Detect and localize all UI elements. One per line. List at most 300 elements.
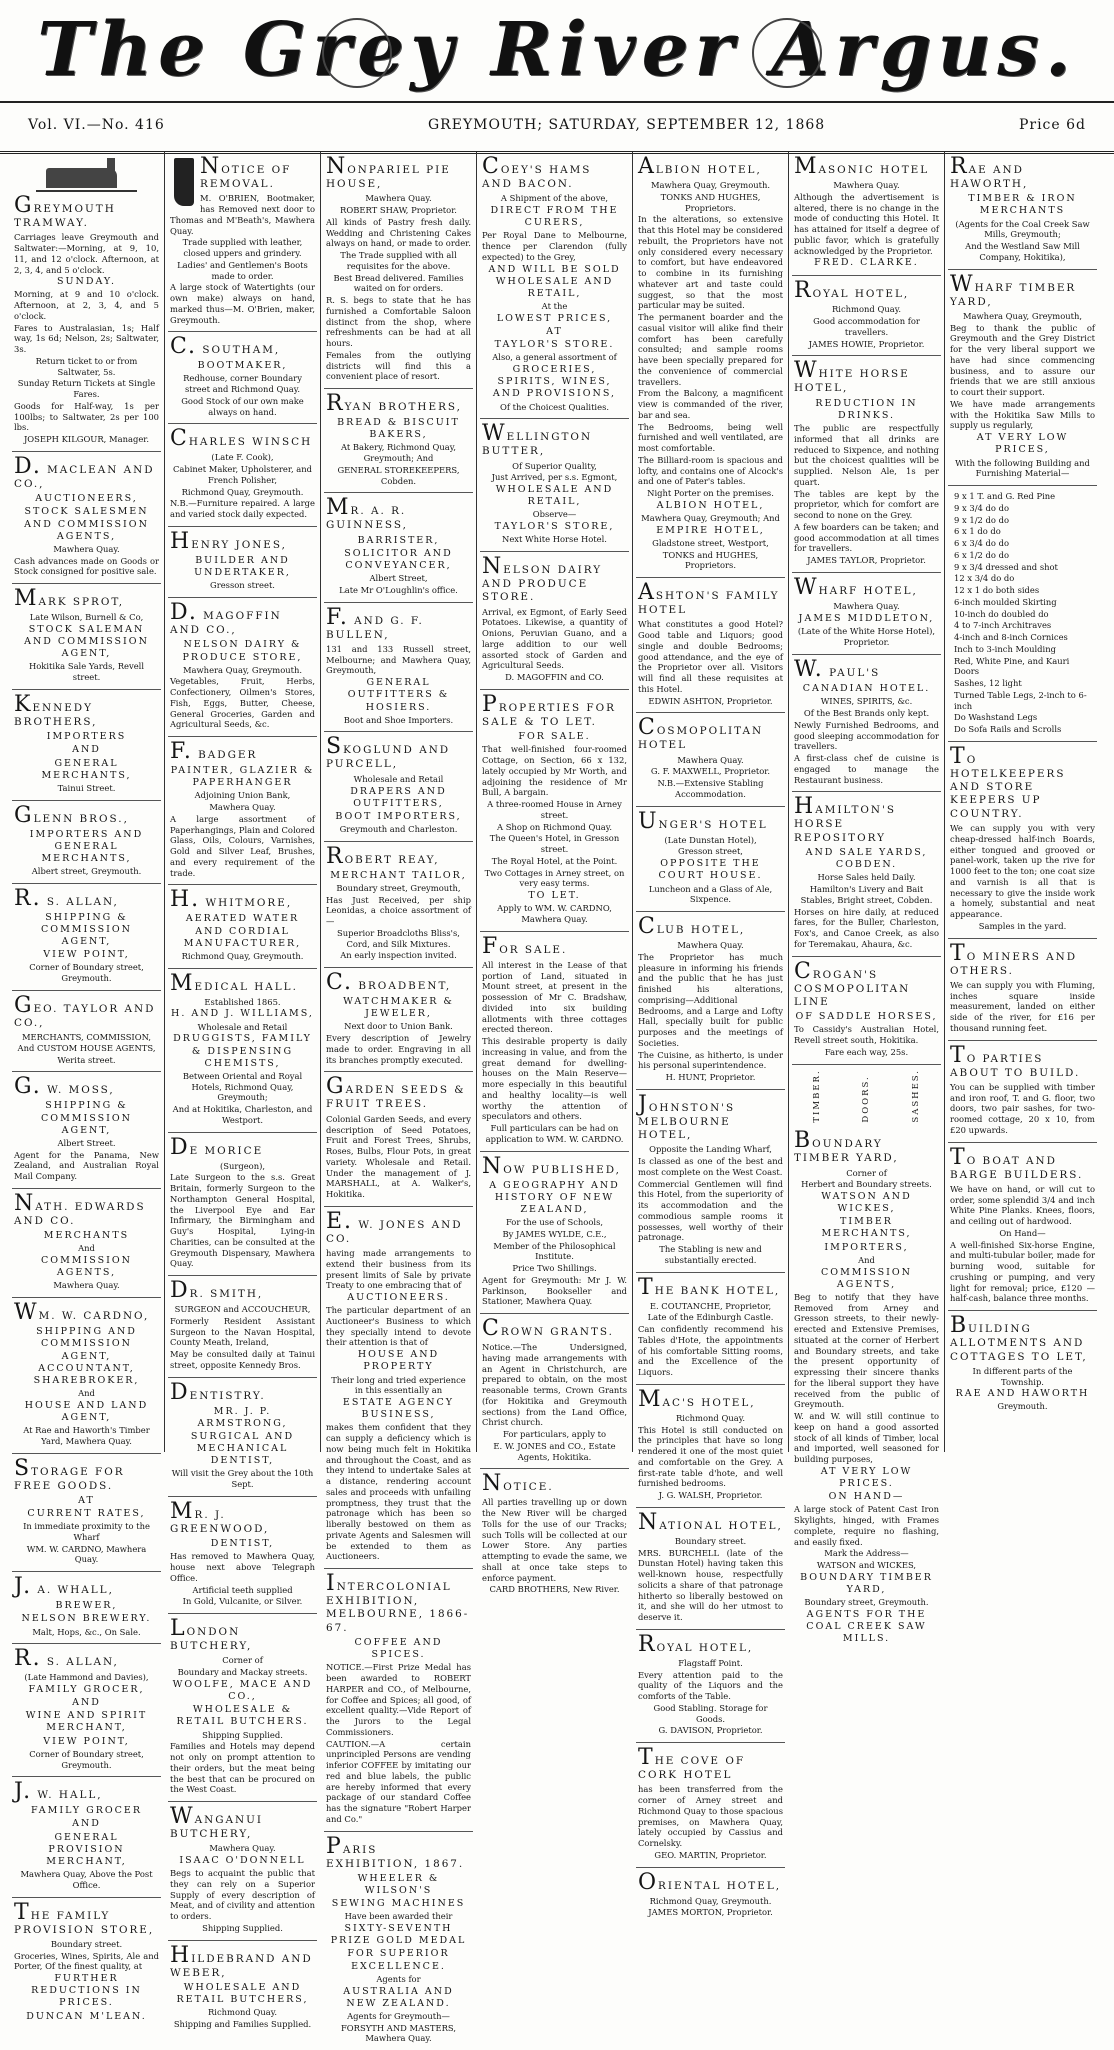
- ad-text: Albert Street.: [57, 1137, 116, 1148]
- ad-heading: JOHNSTON'S MELBOURNE HOTEL,: [638, 1091, 736, 1142]
- advertisement: [12, 690, 161, 801]
- ad-text: Can confidently recommend his Tables d'Hote, the appointments of his comfortable Sitting rooms, and the Excellence of the Liquors.: [638, 1324, 783, 1378]
- ad-text: Richmond Quay.: [831, 304, 901, 315]
- ad-text: Hokitika Sale Yards, Revell street.: [28, 661, 145, 683]
- ad-text: With the following Building and Furnishing Material—: [955, 457, 1090, 479]
- ad-text: The Royal Hotel, at the Point.: [491, 855, 618, 866]
- ad-heading: BOUNDARY TIMBER YARD,: [794, 1128, 899, 1165]
- ad-text: Mawhera Quay.: [677, 754, 744, 765]
- ad-text: TIMBER & IRON MERCHANTS: [968, 193, 1077, 217]
- ad-text: Mawhera Quay, Greymouth.: [650, 180, 771, 190]
- ad-heading: THE COVE OF CORK HOTEL: [638, 1745, 746, 1782]
- ad-heading: BUILDING ALLOTMENTS AND COTTAGES TO LET,: [950, 1313, 1088, 1363]
- advertisement: [324, 152, 473, 389]
- ad-text: Mawhera Quay.: [365, 193, 432, 204]
- ad-text: IMPORTERS AND GENERAL MERCHANTS,: [29, 828, 144, 864]
- ad-text: Apply to WM. W. CARDNO, Mawhera Quay.: [497, 903, 612, 925]
- ad-heading: THE FAMILY PROVISION STORE,: [14, 1899, 155, 1936]
- ad-text: SIXTY-SEVENTH PRIZE GOLD MEDAL: [330, 1923, 467, 1947]
- advertisement: [12, 991, 161, 1073]
- price-list-item: Sashes, 12 light: [954, 678, 1022, 688]
- column-rule: [632, 152, 633, 1452]
- advertisement: [948, 939, 1097, 1041]
- advertisement: [12, 1898, 161, 2029]
- ad-text: That well-finished four-roomed Cottage, on Section, 66 x 132, lately occupied by Mr Worth, and adjoining the residence of Mr Bull, A bargain.: [482, 744, 627, 798]
- ad-text: In immediate proximity to the Wharf: [23, 1521, 150, 1542]
- price-list-item: 12 x 1 do both sides: [954, 585, 1040, 595]
- ad-text: Werita street.: [57, 1054, 116, 1065]
- advertisement: [168, 885, 317, 968]
- ad-text: Ladies' and Gentlemen's Boots made to order.: [177, 259, 308, 281]
- ad-text: Corner of: [222, 1655, 263, 1666]
- advertisement: [792, 276, 941, 356]
- ad-heading: NATIONAL HOTEL,: [638, 1509, 783, 1535]
- ad-text: Begs to acquaint the public that they can rely on a Superior Supply of every description of Meat, and of civility and attention to orders.: [170, 1868, 315, 1922]
- ad-text: REDUCTION IN DRINKS.: [815, 397, 918, 421]
- ad-heading: HILDEBRAND AND WEBER,: [170, 1942, 313, 1979]
- ad-text: ISAAC O'DONNELL: [179, 1855, 306, 1867]
- advertisement: [480, 552, 629, 690]
- ad-text: Corner of: [846, 1167, 887, 1178]
- ad-text: Of the Choicest Qualities.: [499, 401, 610, 412]
- ad-text: AT VERY LOW PRICES,: [976, 432, 1069, 456]
- ad-text: At Rae and Haworth's Timber Yard, Mawhera Quay.: [23, 1425, 150, 1446]
- ad-heading: DE MORICE: [170, 1134, 264, 1160]
- advertisement: [168, 1497, 317, 1614]
- ad-text: (Late of the White Horse Hotel),: [797, 625, 936, 636]
- ad-heading: GEO. TAYLOR AND CO.,: [14, 992, 156, 1029]
- vertical-label: DOORS.: [861, 1074, 872, 1123]
- ad-text: Mark the Address—: [824, 1548, 909, 1559]
- advertisement: [168, 598, 317, 737]
- price-list-item: 4 to 7-inch Architraves: [954, 620, 1052, 631]
- ad-text: Per Royal Dane to Melbourne, thence per Clarendon (fully expected) to the Grey,: [482, 230, 627, 262]
- advertisement: [168, 1614, 317, 1802]
- dateline: [0, 101, 1114, 154]
- advertisement: [792, 792, 941, 956]
- ad-text: May be consulted daily at Tainui street, opposite Kennedy Bros.: [170, 1349, 315, 1370]
- ad-text: GEO. MARTIN, Proprietor.: [654, 1849, 767, 1860]
- column-7: [948, 152, 1097, 1452]
- ad-text: DRAPERS AND OUTFITTERS,: [350, 785, 447, 809]
- ad-text: A three-roomed House in Arney street.: [487, 799, 622, 820]
- ad-text: By JAMES WYLDE, C.E.,: [502, 1228, 607, 1239]
- ad-text: ESTATE AGENCY BUSINESS,: [342, 1397, 455, 1421]
- ad-text: WHOLESALE & RETAIL BUTCHERS.: [176, 1704, 309, 1728]
- advertisement: [168, 1802, 317, 1941]
- advertisement: [480, 690, 629, 932]
- advertisement: [168, 527, 317, 598]
- ad-text: Return ticket to or from Saltwater, 5s.: [35, 355, 138, 377]
- ad-text: Has removed to Mawhera Quay, house next above Telegraph Office.: [170, 1551, 315, 1583]
- ad-text: COFFEE AND SPICES.: [354, 1637, 443, 1661]
- ad-text: MR. J. P. ARMSTRONG,: [197, 1405, 288, 1429]
- ad-text: WINES, SPIRITS, &c.: [820, 696, 913, 707]
- advertisement: [636, 912, 785, 1090]
- ad-text: Adjoining Union Bank,: [194, 790, 291, 801]
- ad-heading: TO BOAT AND BARGE BUILDERS.: [950, 1144, 1084, 1181]
- ad-text: WATCHMAKER & JEWELER,: [343, 996, 454, 1020]
- ad-text: SHIPPING & COMMISSION AGENT,: [41, 1100, 132, 1136]
- ad-text: A Shop on Richmond Quay.: [496, 821, 612, 832]
- ad-heading: KENNEDY BROTHERS,: [14, 691, 98, 728]
- advertisement: [636, 1630, 785, 1743]
- ad-heading: CROGAN'S COSMOPOLITAN LINE: [794, 958, 911, 1008]
- advertisement: [168, 1941, 317, 2036]
- ad-text: AT: [78, 1494, 95, 1506]
- ad-text: AGENTS FOR THE COAL CREEK SAW MILLS.: [806, 1608, 927, 1645]
- ad-text: Has Just Received, per ship Leonidas, a choice assortment of—: [326, 894, 471, 927]
- vertical-label: SASHES.: [911, 1068, 922, 1123]
- ad-text: makes them confident that they can supply a deficiency which is now being much felt in Hokitika and throughout the Coast, and as they intend to undertake Sales at a distance, rendering account sales and proceeds with unfailing promptness, they trust that the patronage which has been so liberally bestowed on them as private Agents and Salesmen will be extended to them as Auctioneers.: [326, 1422, 471, 1562]
- ad-text: AND: [72, 1697, 101, 1709]
- price-list-item: 6 x 1/2 do do: [954, 549, 1009, 560]
- ad-text: Greymouth and Charleston.: [339, 823, 458, 834]
- advertisement: [168, 332, 317, 424]
- ad-text: In the alterations, so extensive that this Hotel may be considered rebuilt, the Proprietors have not only considered every necessary to comfort, but have endeavored to combine in its furnishing whatever art and taste could suggest, so that the most particular may be suited.: [638, 214, 783, 311]
- ad-text: Late Wilson, Burnell & Co,: [29, 612, 144, 623]
- advertisement: [168, 1276, 317, 1378]
- ad-text: TAYLOR'S STORE.: [494, 339, 615, 351]
- column-1: [12, 152, 161, 2022]
- ad-text: Late of the Edinburgh Castle.: [647, 1312, 774, 1323]
- ad-text: Mawhera Quay.: [677, 940, 744, 950]
- ad-text: Next door to Union Bank.: [344, 1021, 453, 1032]
- boot-icon: [174, 158, 194, 206]
- ad-text: Member of the Philosophical Institute.: [493, 1240, 616, 1262]
- ad-text: DENTIST,: [210, 1538, 275, 1550]
- ad-heading: MR. A. R. GUINNESS,: [326, 495, 408, 532]
- advertisement: [12, 452, 161, 584]
- ad-text: Although the advertisement is altered, there is no change in the mode of conducting this Hotel. It has attained for itself a degree of public favor, which is gratefully acknowledged by the Proprietor.: [794, 191, 939, 256]
- ad-text: BREWER,: [55, 1600, 118, 1612]
- price-list-item: 4-inch and 8-inch Cornices: [954, 632, 1068, 642]
- ad-text: E. COUTANCHE, Proprietor,: [649, 1300, 772, 1311]
- ad-text: Groceries, Wines, Spirits, Ale and Porter, Of the finest quality, at: [14, 1950, 159, 1972]
- ad-text: FRED. CLARKE.: [814, 257, 919, 269]
- ad-text: Shipping Supplied.: [202, 1922, 283, 1933]
- ad-text: BREAD & BISCUIT BAKERS,: [337, 417, 460, 441]
- column-5: [636, 152, 785, 1918]
- ad-heading: E. W. JONES AND CO.: [326, 1208, 463, 1245]
- ad-text: PAINTER, GLAZIER & PAPERHANGER: [170, 765, 315, 789]
- price-list-item: 6 x 3/4 do do: [954, 538, 1009, 548]
- ad-heading: RAE AND HAWORTH,: [950, 154, 1029, 190]
- advertisement: [324, 389, 473, 493]
- ad-text: GENERAL STOREKEEPERS, Cobden.: [337, 464, 460, 486]
- ad-text: TO LET.: [528, 890, 581, 902]
- ad-heading: STORAGE FOR FREE GOODS.: [14, 1455, 125, 1492]
- ad-text: This Hotel is still conducted on the principles that have so long rendered it one of the most quiet and comfortable on the Grey. A first-rate table d'hote, and well furnished bedrooms.: [638, 1424, 783, 1489]
- price-list-item: Do Sofa Rails and Scrolls: [954, 724, 1062, 734]
- price-list-item: 9 x 1/2 do do: [954, 514, 1009, 525]
- advertisement: [792, 356, 941, 572]
- ad-text: EMPIRE HOTEL,: [656, 524, 765, 536]
- advertisement: [324, 1072, 473, 1206]
- price-list-item: 9 x 1 T. and G. Red Pine: [954, 491, 1056, 501]
- column-rule: [788, 152, 789, 1452]
- ad-text: Gladstone street, Westport,: [652, 537, 769, 548]
- ad-text: SHIPPING & COMMISSION AGENT,: [41, 911, 132, 948]
- ad-text: The Trade supplied with all requisites for the above.: [340, 250, 457, 271]
- ad-text: Samples in the yard.: [978, 920, 1067, 931]
- ad-text: Good Stabling. Storage for Goods.: [653, 1702, 768, 1724]
- ad-text: Albert street, Greymouth.: [31, 866, 142, 877]
- ad-text: Proprietor.: [843, 637, 890, 648]
- ad-text: Agent for the Panama, New Zealand, and Australian Royal Mail Company.: [14, 1149, 159, 1182]
- ad-text: SHIPPING AND COMMISSION AGENT, ACCOUNTANT, SHAREBROKER,: [33, 1326, 140, 1386]
- ad-text: What constitutes a good Hotel? Good table and Liquors; good single and double Bedrooms; good attendance, and the eye of the Proprietor over all. Visitors will find all these requisites at this Hotel.: [638, 619, 783, 694]
- advertisement: [12, 1189, 161, 1298]
- ad-heading: NONPARIEL PIE HOUSE,: [326, 154, 451, 190]
- ad-text: GENERAL OUTFITTERS & HOSIERS.: [347, 677, 450, 713]
- advertisement: [792, 152, 941, 276]
- ad-heading: UNGER'S HOTEL: [638, 808, 768, 834]
- advertisement: [12, 1072, 161, 1188]
- ad-text: Boundary street.: [674, 1535, 747, 1546]
- ad-text: TONKS and HUGHES, Proprietors.: [662, 549, 759, 571]
- advertisement: [12, 1298, 161, 1453]
- ad-text: Mawhera Quay.: [53, 1280, 120, 1291]
- price-list-item: Inch to 3-inch Moulding: [954, 643, 1056, 654]
- ad-heading: PROPERTIES FOR SALE & TO LET.: [482, 691, 616, 728]
- ad-text: Tainui Street.: [57, 782, 116, 793]
- advertisement: [948, 270, 1097, 486]
- advertisement: [792, 655, 941, 792]
- ad-text: Late Surgeon to the s.s. Great Britain, formerly Surgeon to the Northampton General Hospital, the Liverpool Eye and Ear Infirmary, the Birmingham and Guy's Hospital, Lying-in Charities, can be consulted at the Greymouth Dispensary, Mawhera Quay.: [170, 1172, 315, 1269]
- ad-text: A GEOGRAPHY AND HISTORY OF NEW ZEALAND,: [489, 1179, 620, 1215]
- ad-text: Of Superior Quality,: [512, 460, 597, 471]
- advertisement: [12, 152, 161, 452]
- ad-text: HOUSE AND LAND AGENT,: [24, 1399, 149, 1423]
- advertisement: [12, 884, 161, 991]
- vertical-label: TIMBER.: [811, 1068, 822, 1123]
- ad-text: Richmond Quay, Greymouth.: [649, 1895, 772, 1906]
- ad-text: Corner of Boundary street, Greymouth.: [29, 962, 144, 984]
- column-6: [792, 152, 941, 1645]
- ad-text: AERATED WATER AND CORDIAL MANUFACTURER,: [183, 913, 302, 949]
- ad-text: Mawhera Quay, Above the Post Office.: [20, 1869, 153, 1890]
- ad-text: AUCTIONEERS.: [347, 1292, 450, 1304]
- advertisement: [12, 801, 161, 884]
- ad-text: WATSON and WICKES,: [816, 1560, 917, 1571]
- price-list-item: 6-inch moulded Skirting: [954, 596, 1057, 607]
- ad-text: WHOLESALE AND RETAIL,: [495, 484, 614, 508]
- volume-number: Vol. VI.—No. 416: [28, 117, 165, 133]
- ad-text: Is classed as one of the best and most complete on the West Coast.: [638, 1156, 783, 1177]
- ad-text: CURRENT RATES,: [27, 1508, 146, 1520]
- ad-text: Shipping and Families Supplied.: [173, 2019, 312, 2030]
- ad-text: 131 and 133 Russell street, Melbourne; and Mawhera Quay, Greymouth,: [326, 643, 471, 676]
- ad-text: AND: [72, 744, 101, 756]
- advertisement: [324, 1832, 473, 2050]
- ad-text: Will visit the Grey about the 10th Sept.: [171, 1468, 314, 1490]
- ad-text: Albert Street,: [369, 573, 428, 584]
- ad-text: Beg to notify that they have Removed from Arney and Gresson streets, to their newly-erected and Extensive Premises, situated at the corner of Herbert and Boundary streets, and take the present opportunity of expressing their sincere thanks for the liberal support they have received from the public of Greymouth.: [794, 1291, 939, 1410]
- ad-text: WINE AND SPIRIT MERCHANT,: [25, 1710, 148, 1734]
- ad-text: OF SADDLE HORSES,: [795, 1011, 938, 1023]
- ad-heading: NOTICE.: [482, 1471, 554, 1497]
- ad-heading: WELLINGTON BUTTER,: [482, 421, 593, 458]
- ad-heading: TO PARTIES ABOUT TO BUILD.: [950, 1042, 1081, 1079]
- ad-text: JAMES MIDDLETON,: [798, 612, 935, 624]
- ad-text: Late Mr O'Loughlin's office.: [339, 584, 458, 595]
- ad-heading: ROYAL HOTEL,: [794, 278, 910, 304]
- ad-text: On Hand—: [999, 1227, 1046, 1238]
- ad-text: Shipping Supplied.: [202, 1729, 283, 1740]
- ad-text: JAMES MORTON, Proprietor.: [648, 1907, 773, 1918]
- ad-text: WATSON AND WICKES,: [821, 1191, 912, 1215]
- ad-text: TIMBER MERCHANTS,: [821, 1216, 912, 1240]
- ad-text: N.B.—Furniture repaired. A large and varied stock daily expected.: [170, 498, 315, 520]
- ad-text: Horses on hire daily, at reduced fares, for the Buller, Charleston, Fox's, and Canoe Creek, as also for Teremakau, Ahaura, &c.: [794, 906, 939, 949]
- ad-text: D. MAGOFFIN and CO.: [505, 672, 604, 683]
- ad-text: SURGICAL AND MECHANICAL DENTIST,: [190, 1430, 295, 1467]
- advertisement: [480, 932, 629, 1152]
- ad-text: DRUGGISTS, FAMILY & DISPENSING CHEMISTS,: [173, 1033, 312, 1069]
- ad-text: Agents for: [376, 1973, 421, 1984]
- ad-heading: MARK SPROT,: [14, 586, 125, 612]
- ad-heading: NELSON DAIRY AND PRODUCE STORE.: [482, 554, 603, 604]
- price-list-item: 12 x 3/4 do do: [954, 573, 1015, 584]
- ad-heading: R. S. ALLAN,: [14, 885, 119, 911]
- ad-text: Richmond Quay.: [207, 2007, 277, 2018]
- tram-engine-icon: [36, 156, 138, 192]
- ad-text: Mawhera Quay, Greymouth.: [182, 664, 303, 675]
- ad-text: Morning, at 9 and 10 o'clock. Afternoon, at 2, 3, 4, and 5 o'clock.: [14, 289, 159, 321]
- ad-text: And: [78, 1243, 95, 1254]
- price-list-item: 10-inch do doubled do: [954, 608, 1049, 619]
- advertisement: [324, 1569, 473, 1832]
- ad-text: GROCERIES, SPIRITS, WINES, AND PROVISIONS,: [492, 364, 617, 400]
- advertisement: [168, 969, 317, 1133]
- ad-text: Also, a general assortment of: [492, 352, 617, 363]
- ad-text: H. AND J. WILLIAMS,: [171, 1008, 314, 1020]
- ad-text: VIEW POINT,: [43, 1735, 130, 1747]
- ad-text: MERCHANTS, COMMISSION, And CUSTOM HOUSE AGENTS,: [17, 1032, 156, 1053]
- advertisement: [948, 1311, 1097, 1418]
- ad-text: (Late Hammond and Davies),: [24, 1672, 149, 1683]
- ad-text: Herbert and Boundary streets.: [801, 1179, 932, 1190]
- ad-text: Females from the outlying districts will find this a convenient place of resort.: [326, 349, 471, 382]
- ad-text: A well-finished Six-horse Engine, and multi-tubular boiler, made for burning wood, suitable for crushing or pumping, and very light for removal; price, £120 — half-cash, balance three months.: [950, 1239, 1095, 1304]
- ad-text: The permanent boarder and the casual visitor will alike find their comfort has been carefully consulted; and sample rooms have been specially prepared for the convenience of commercial travellers.: [638, 312, 783, 387]
- ad-text: has been transferred from the corner of Arney street and Richmond Quay to those spacious premises, on Mawhera Quay, lately occupied by Cassius and Cornelsky.: [638, 1784, 783, 1849]
- ad-text: Richmond Quay, Greymouth.: [181, 486, 304, 497]
- ad-text: Every attention paid to the quality of the Liquors and the comforts of the Table.: [638, 1669, 783, 1702]
- ad-text: Boundary and Mackay streets.: [177, 1667, 308, 1678]
- advertisement: [480, 1152, 629, 1314]
- ad-text: Agent for Greymouth: Mr J. W. Parkinson, Bookseller and Stationer, Mawhera Quay.: [482, 1274, 627, 1307]
- ad-text: DIRECT FROM THE CURERS,: [490, 205, 619, 229]
- ad-text: We have on hand, or will cut to order, some splendid 3/4 and inch White Pine Planks. Knees, floors, and ceiling out of hardwood.: [950, 1183, 1095, 1227]
- ad-text: Mawhera Quay.: [833, 600, 900, 611]
- advertisement: [324, 603, 473, 733]
- advertisement: [636, 1508, 785, 1630]
- ad-text: A large stock of Patent Cast Iron Skylights, hinged, with Frames complete, require no flashing, and easily fixed.: [794, 1504, 939, 1547]
- advertisement: [948, 486, 1097, 742]
- ad-text: Two Cottages in Arney street, on very easy terms.: [484, 867, 625, 889]
- ad-text: Next White Horse Hotel.: [502, 534, 607, 545]
- ad-text: JAMES TAYLOR, Proprietor.: [807, 555, 926, 566]
- ad-text: STOCK SALESMEN AND COMMISSION AGENTS,: [24, 506, 149, 542]
- ad-text: Mawhera Quay, Greymouth; And: [641, 512, 780, 523]
- ad-heading: J. A. WHALL,: [14, 1574, 114, 1600]
- ad-text: BOUNDARY TIMBER YARD,: [800, 1571, 933, 1595]
- ad-heading: TO HOTELKEEPERS AND STORE KEEPERS UP COUNTRY.: [950, 743, 1066, 820]
- ad-text: Opposite the Landing Wharf,: [649, 1144, 772, 1155]
- ad-text: BOOTMAKER,: [197, 360, 288, 372]
- ad-heading: R. S. ALLAN,: [14, 1646, 119, 1672]
- ad-text: ON HAND—: [828, 1491, 905, 1503]
- ad-text: WOOLFE, MACE AND CO.,: [172, 1678, 313, 1703]
- ad-text: OPPOSITE THE COURT HOUSE.: [658, 858, 763, 882]
- ad-text: Mawhera Quay.: [53, 543, 120, 554]
- ad-text: FORSYTH AND MASTERS, Mawhera Quay.: [340, 2022, 457, 2044]
- ad-text: The Cuisine, as hitherto, is under his personal superintendence.: [638, 1049, 783, 1071]
- ad-heading: ASHTON'S FAMILY HOTEL: [638, 580, 780, 617]
- ad-text: We have made arrangements with the Hokitika Saw Mills to supply us regularly,: [950, 398, 1095, 431]
- ad-text: A first-class chef de cuisine is engaged to manage the Restaurant business.: [794, 753, 939, 785]
- ad-text: SOLICITOR AND CONVEYANCER,: [344, 547, 453, 571]
- ad-text: We can supply you with Fluming, inches square inside measurement, landed on either side of the river, for £16 per thousand running feet.: [950, 979, 1095, 1033]
- advertisement: [12, 1644, 161, 1777]
- ad-heading: C. SOUTHAM,: [170, 334, 281, 360]
- ad-text: (Late F. Cook),: [211, 452, 274, 463]
- column-rule: [944, 152, 945, 1452]
- ad-text: The public are respectfully informed that all drinks are reduced to Sixpence, and nothing but the choicest qualities will be supplied. Nelson Ale, 1s per quart.: [794, 423, 939, 487]
- ad-heading: ROBERT REAY,: [326, 843, 440, 869]
- ad-text: BARRISTER,: [357, 534, 440, 546]
- ad-heading: W. PAUL'S: [794, 657, 881, 683]
- ad-heading: SKOGLUND AND PURCELL,: [326, 734, 451, 771]
- ad-text: Gresson street.: [210, 580, 275, 591]
- advertisement: [12, 1777, 161, 1897]
- ad-text: IMPORTERS: [46, 731, 127, 743]
- ad-text: NOTICE.—First Prize Medal has been awarded to ROBERT HARPER and CO., of Melbourne, for Coffee and Spices; all good, of excellent quality.—Vide Report of the Jurors to the Legal Commissioners.: [326, 1662, 471, 1737]
- ad-heading: GARDEN SEEDS & FRUIT TREES.: [326, 1074, 466, 1111]
- price-list-item: 6 x 1 do do: [954, 526, 1001, 537]
- advertisement: [480, 1469, 629, 1601]
- ad-text: Agents for Greymouth—: [347, 2010, 450, 2021]
- ad-text: Hamilton's Livery and Bait Stables, Bright street, Cobden.: [800, 884, 933, 905]
- ad-text: IMPORTERS,: [824, 1241, 909, 1253]
- ad-text: Good Stock of our own make always on hand.: [181, 395, 304, 417]
- advertisement: [324, 842, 473, 968]
- ad-text: HOUSE AND PROPERTY: [357, 1349, 440, 1373]
- ad-text: GENERAL MERCHANTS,: [41, 757, 132, 781]
- ad-text: NELSON DAIRY & PRODUCE STORE,: [182, 639, 303, 663]
- ad-text: MERCHANTS: [43, 1230, 130, 1242]
- ad-heading: PARIS EXHIBITION, 1867.: [326, 1833, 465, 1870]
- ad-heading: J. W. HALL,: [14, 1779, 103, 1805]
- ad-text: Night Porter on the premises.: [647, 488, 774, 498]
- ad-text: The particular department of an Auctioneer's Business to which they specially intend to devote their attention is that of: [326, 1305, 471, 1348]
- ad-text: JAMES HOWIE, Proprietor.: [808, 338, 925, 349]
- ad-text: Vegetables, Fruit, Herbs, Confectionery, Oilmen's Stores, Fish, Eggs, Butter, Cheese, General Groceries, Garden and Agricultural Seeds, &c.: [170, 676, 315, 730]
- ad-heading: ROYAL HOTEL,: [638, 1631, 754, 1657]
- advertisement: [636, 1090, 785, 1273]
- ad-text: Mawhera Quay.: [209, 802, 276, 813]
- ad-text: having made arrangements to extend their business from its present limits of Sale by private Treaty to one embracing that of: [326, 1248, 471, 1291]
- advertisement: [480, 152, 629, 419]
- ad-text: The Queen's Hotel, in Gresson street.: [489, 833, 620, 855]
- ad-text: Cabinet Maker, Upholsterer, and French Polisher,: [172, 464, 313, 485]
- ad-text: Beg to thank the public of Greymouth and the Grey District for the very liberal support we have had since commencing business, and to assure our friends that we are still anxious to court their support.: [950, 322, 1095, 398]
- ad-heading: ALBION HOTEL,: [638, 154, 762, 179]
- ad-heading: MAC'S HOTEL,: [638, 1386, 756, 1412]
- ad-heading: LONDON BUTCHERY,: [170, 1616, 253, 1653]
